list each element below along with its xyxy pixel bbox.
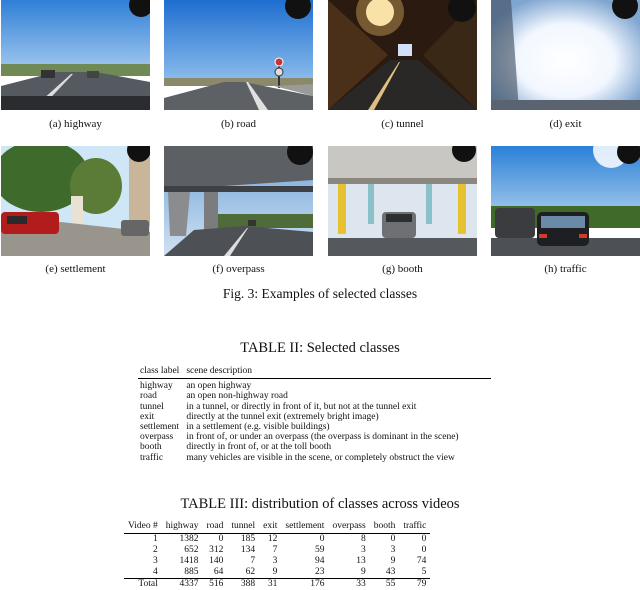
tunnel-photo — [328, 0, 477, 110]
caption-overpass: (f) overpass — [164, 263, 313, 275]
classes-table — [138, 366, 491, 463]
table-row — [138, 422, 491, 432]
class-label-cell: settlement — [138, 422, 184, 432]
value-cell: 94 — [281, 556, 328, 567]
value-cell: 3 — [328, 545, 369, 556]
caption-booth: (g) booth — [328, 263, 477, 275]
highway-photo — [1, 0, 150, 110]
header-tunnel: tunnel — [227, 521, 259, 534]
value-cell: 62 — [227, 567, 259, 579]
value-cell: 0 — [399, 534, 430, 546]
class-label-cell: highway — [138, 379, 184, 392]
value-cell: 312 — [203, 545, 228, 556]
description-cell: an open highway — [184, 379, 491, 392]
table-row — [138, 402, 491, 412]
caption-exit: (d) exit — [491, 118, 640, 130]
overpass-photo — [164, 146, 313, 256]
class-label-cell: tunnel — [138, 402, 184, 412]
value-cell: 59 — [281, 545, 328, 556]
class-label-cell: booth — [138, 442, 184, 452]
table-row — [138, 391, 491, 401]
caption-traffic: (h) traffic — [491, 263, 640, 275]
total-row — [124, 579, 430, 590]
value-cell: 3 — [370, 545, 400, 556]
header-overpass: overpass — [328, 521, 369, 534]
table-row — [138, 412, 491, 422]
value-cell: 0 — [399, 545, 430, 556]
value-cell: 0 — [281, 534, 328, 546]
description-cell: in a tunnel, or directly in front of it, but not at the tunnel exit — [184, 402, 491, 412]
value-cell: 176 — [281, 579, 328, 590]
value-cell: 23 — [281, 567, 328, 579]
table-row — [138, 442, 491, 452]
header-booth: booth — [370, 521, 400, 534]
value-cell: 33 — [328, 579, 369, 590]
settlement-photo — [1, 146, 150, 256]
table-row — [138, 453, 491, 463]
value-cell: 0 — [203, 534, 228, 546]
value-cell: 516 — [203, 579, 228, 590]
value-cell: 885 — [162, 567, 203, 579]
video-cell: 3 — [124, 556, 162, 567]
value-cell: 64 — [203, 567, 228, 579]
table-row — [124, 534, 430, 546]
video-cell: 1 — [124, 534, 162, 546]
table-row — [124, 567, 430, 579]
description-cell: directly in front of, or at the toll booth — [184, 442, 491, 452]
class-label-cell: exit — [138, 412, 184, 422]
value-cell: 9 — [370, 556, 400, 567]
header-video: Video # — [124, 521, 162, 534]
value-cell: 9 — [259, 567, 281, 579]
caption-tunnel: (c) tunnel — [328, 118, 477, 130]
description-cell: an open non-highway road — [184, 391, 491, 401]
table-3-title: TABLE III: distribution of classes across videos — [0, 496, 640, 513]
value-cell: 12 — [259, 534, 281, 546]
traffic-photo — [491, 146, 640, 256]
road-photo — [164, 0, 313, 110]
caption-road: (b) road — [164, 118, 313, 130]
value-cell: 5 — [399, 567, 430, 579]
video-cell: Total — [124, 579, 162, 590]
caption-settlement: (e) settlement — [1, 263, 150, 275]
booth-photo — [328, 146, 477, 256]
header-exit: exit — [259, 521, 281, 534]
value-cell: 0 — [370, 534, 400, 546]
value-cell: 1382 — [162, 534, 203, 546]
value-cell: 1418 — [162, 556, 203, 567]
figure-caption: Fig. 3: Examples of selected classes — [0, 286, 640, 302]
table-row — [124, 545, 430, 556]
header-scene-description: scene description — [184, 366, 491, 379]
description-cell: many vehicles are visible in the scene, or completely obstruct the view — [184, 453, 491, 463]
header-settlement: settlement — [281, 521, 328, 534]
value-cell: 140 — [203, 556, 228, 567]
value-cell: 74 — [399, 556, 430, 567]
caption-highway: (a) highway — [1, 118, 150, 130]
header-class-label: class label — [138, 366, 184, 379]
value-cell: 13 — [328, 556, 369, 567]
value-cell: 7 — [227, 556, 259, 567]
value-cell: 7 — [259, 545, 281, 556]
header-highway: highway — [162, 521, 203, 534]
table-row — [124, 556, 430, 567]
distribution-table — [124, 521, 430, 590]
table-2-title: TABLE II: Selected classes — [0, 340, 640, 357]
value-cell: 388 — [227, 579, 259, 590]
description-cell: in a settlement (e.g. visible buildings) — [184, 422, 491, 432]
class-label-cell: traffic — [138, 453, 184, 463]
class-label-cell: overpass — [138, 432, 184, 442]
value-cell: 55 — [370, 579, 400, 590]
table-row — [138, 432, 491, 442]
value-cell: 4337 — [162, 579, 203, 590]
class-label-cell: road — [138, 391, 184, 401]
value-cell: 3 — [259, 556, 281, 567]
value-cell: 8 — [328, 534, 369, 546]
value-cell: 9 — [328, 567, 369, 579]
value-cell: 185 — [227, 534, 259, 546]
value-cell: 652 — [162, 545, 203, 556]
value-cell: 43 — [370, 567, 400, 579]
video-cell: 2 — [124, 545, 162, 556]
value-cell: 134 — [227, 545, 259, 556]
description-cell: directly at the tunnel exit (extremely bright image) — [184, 412, 491, 422]
value-cell: 31 — [259, 579, 281, 590]
table-row — [138, 379, 491, 392]
value-cell: 79 — [399, 579, 430, 590]
description-cell: in front of, or under an overpass (the overpass is dominant in the scene) — [184, 432, 491, 442]
exit-photo — [491, 0, 640, 110]
header-road: road — [203, 521, 228, 534]
header-traffic: traffic — [399, 521, 430, 534]
video-cell: 4 — [124, 567, 162, 579]
